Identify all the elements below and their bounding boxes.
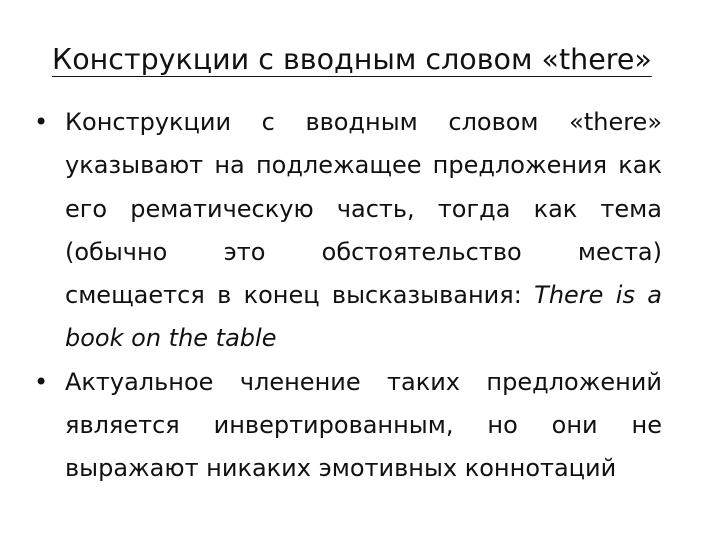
bullet-item bbox=[34, 101, 662, 361]
bullet-dot-icon: • bbox=[34, 367, 49, 396]
bullet-text: Актуальное членение таких предложений является инвертированным, но они не выражают никаких эмотивных коннотаций bbox=[65, 367, 662, 483]
bullet-body: Конструкции с вводным словом «there» указывают на подлежащее предложения как его рематическую часть, тогда как тема (обычно это обстоятельство места) смещается в конец высказывания: bbox=[65, 108, 662, 310]
bullet-item bbox=[34, 361, 662, 491]
example-sentence: There is a book on the table bbox=[65, 281, 663, 353]
bullet-list bbox=[34, 101, 662, 491]
bullet-dot-icon: • bbox=[34, 108, 49, 136]
bullet-text bbox=[65, 101, 662, 361]
slide-title: Конструкции с вводным словом «there» bbox=[52, 43, 652, 76]
